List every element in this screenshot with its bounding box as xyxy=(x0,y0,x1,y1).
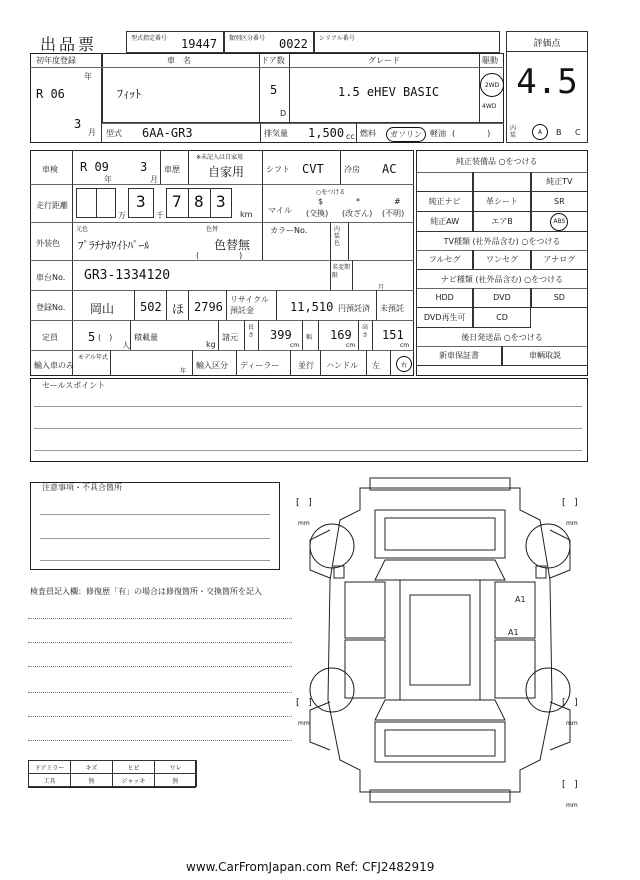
recycle-deposit: 11,510 xyxy=(290,300,334,314)
equipment-item xyxy=(531,212,588,232)
equipment-item: 純正TV xyxy=(531,172,588,192)
class-no-cell: 類別区分番号 0022 xyxy=(224,31,314,53)
first-reg-month: 3 xyxy=(74,117,82,131)
height: 151 xyxy=(382,328,404,342)
equipment-item: DVD xyxy=(473,288,530,308)
equipment-item: 新車保証書 xyxy=(416,346,502,366)
model-no: 19447 xyxy=(181,37,218,51)
reg-class: 502 xyxy=(140,300,162,314)
serial-cell: シリアル番号 xyxy=(314,31,500,53)
form-title: 出品票 xyxy=(40,35,98,54)
capacity: 5 xyxy=(88,330,96,344)
inspection-month: 3 xyxy=(140,160,148,174)
equipment-item: エアB xyxy=(473,212,530,232)
equipment-section-title: 後日発送品 ○をつける xyxy=(461,333,543,342)
mileage-digit-3: 8 xyxy=(194,192,204,211)
rating-value: 4.5 xyxy=(516,62,578,102)
mileage-digit-1: 3 xyxy=(136,192,146,211)
equipment-item: HDD xyxy=(416,288,473,308)
exterior-color: ﾌﾟﾗﾁﾅﾎﾜｲﾄﾊﾟｰﾙ xyxy=(78,239,150,252)
width: 169 xyxy=(330,328,352,342)
car-diagram xyxy=(290,470,590,810)
first-reg-cell: 初年度登録 年 R 06 3 月 xyxy=(30,53,102,143)
legend-header: キズ xyxy=(70,760,113,774)
legend-header: ワレ xyxy=(154,760,197,774)
handle-right-circled: 右 xyxy=(396,356,412,372)
equipment-item: 純正ナビ xyxy=(416,192,473,212)
abs-circled: ABS xyxy=(550,213,568,231)
mileage-digit-2: 7 xyxy=(172,192,182,211)
equipment-item: 車輌取説 xyxy=(502,346,588,366)
door-count: 5 xyxy=(270,83,278,97)
legend-cell: 無 xyxy=(70,773,113,787)
equipment-item: フルセグ xyxy=(416,250,473,270)
damage-mark-2: A1 xyxy=(508,628,519,637)
equipment-item: SR xyxy=(531,192,588,212)
equipment-item xyxy=(416,172,473,192)
caution-label: 注意事項・不具合箇所 xyxy=(42,483,122,492)
equipment-item: アナログ xyxy=(531,250,588,270)
interior-a-circled: A xyxy=(532,124,548,140)
legend-cell: 工具 xyxy=(28,773,71,787)
model-no-cell: 型式指定番号 19447 xyxy=(126,31,224,53)
equipment-item xyxy=(473,172,530,192)
shift: CVT xyxy=(302,162,324,176)
reg-prefecture: 岡山 xyxy=(90,302,115,316)
legend-cell: 無 xyxy=(154,773,197,787)
sales-point-label: セールスポイント xyxy=(42,381,106,390)
legend-table xyxy=(28,760,196,788)
drive-cell: 駆動 2WD 4WD xyxy=(480,53,504,123)
length: 399 xyxy=(270,328,292,342)
air-conditioning: AC xyxy=(382,162,397,176)
legend-cell: ジャッキ xyxy=(112,773,155,787)
equipment-item: ワンセグ xyxy=(473,250,530,270)
legend-header: ドアミラー xyxy=(28,760,71,774)
mileage-digit-4: 3 xyxy=(216,192,226,211)
equipment-section-title: TV種類 (社外品含む) ○をつける xyxy=(443,237,561,246)
reg-number: 2796 xyxy=(194,300,223,314)
equipment-item: 革シート xyxy=(473,192,530,212)
equipment-title: 純正装備品 ○をつける xyxy=(456,157,538,166)
vehicle-history: 自家用 xyxy=(208,165,245,179)
chassis-number: GR3-1334120 xyxy=(84,268,171,283)
rating-label: 評価点 xyxy=(507,36,587,52)
equipment-item: 純正AW xyxy=(416,212,473,232)
inspection-year: R 09 xyxy=(80,160,109,174)
class-no: 0022 xyxy=(279,37,308,51)
car-name-cell: 車 名 ﾌｨｯﾄ xyxy=(102,53,260,123)
car-name: ﾌｨｯﾄ xyxy=(117,87,142,101)
reg-kana: ほ xyxy=(172,302,185,316)
equipment-item: CD xyxy=(473,308,530,328)
inspector-label: 検査員記入欄：修復歴「有」の場合は修復箇所・交換箇所を記入 xyxy=(30,587,262,596)
displacement: 1,500 xyxy=(308,126,345,140)
equipment-item: DVD再生可 xyxy=(416,308,473,328)
doors-cell: ドア数 5 D xyxy=(260,53,290,123)
legend-header: ヒビ xyxy=(112,760,155,774)
door-type: D xyxy=(280,109,287,118)
fuel-gasoline-circled: ガソリン xyxy=(386,127,426,142)
drive-4wd: 4WD xyxy=(482,103,497,110)
equipment-section-title: ナビ種類 (社外品含む) ○をつける xyxy=(440,275,564,284)
damage-mark-1: A1 xyxy=(515,595,526,604)
caution-box xyxy=(30,482,280,570)
grade: 1.5 eHEV BASIC xyxy=(338,85,440,99)
grade-cell: グレード 1.5 eHEV BASIC xyxy=(290,53,480,123)
model-type: 6AA-GR3 xyxy=(142,126,193,140)
color-change: 色替無 xyxy=(214,238,251,252)
equipment-item: SD xyxy=(531,288,588,308)
footer-ref: www.CarFromJapan.com Ref: CFJ2482919 xyxy=(186,860,435,874)
drive-2wd-circled: 2WD xyxy=(480,73,504,97)
first-reg-year: R 06 xyxy=(36,87,65,101)
